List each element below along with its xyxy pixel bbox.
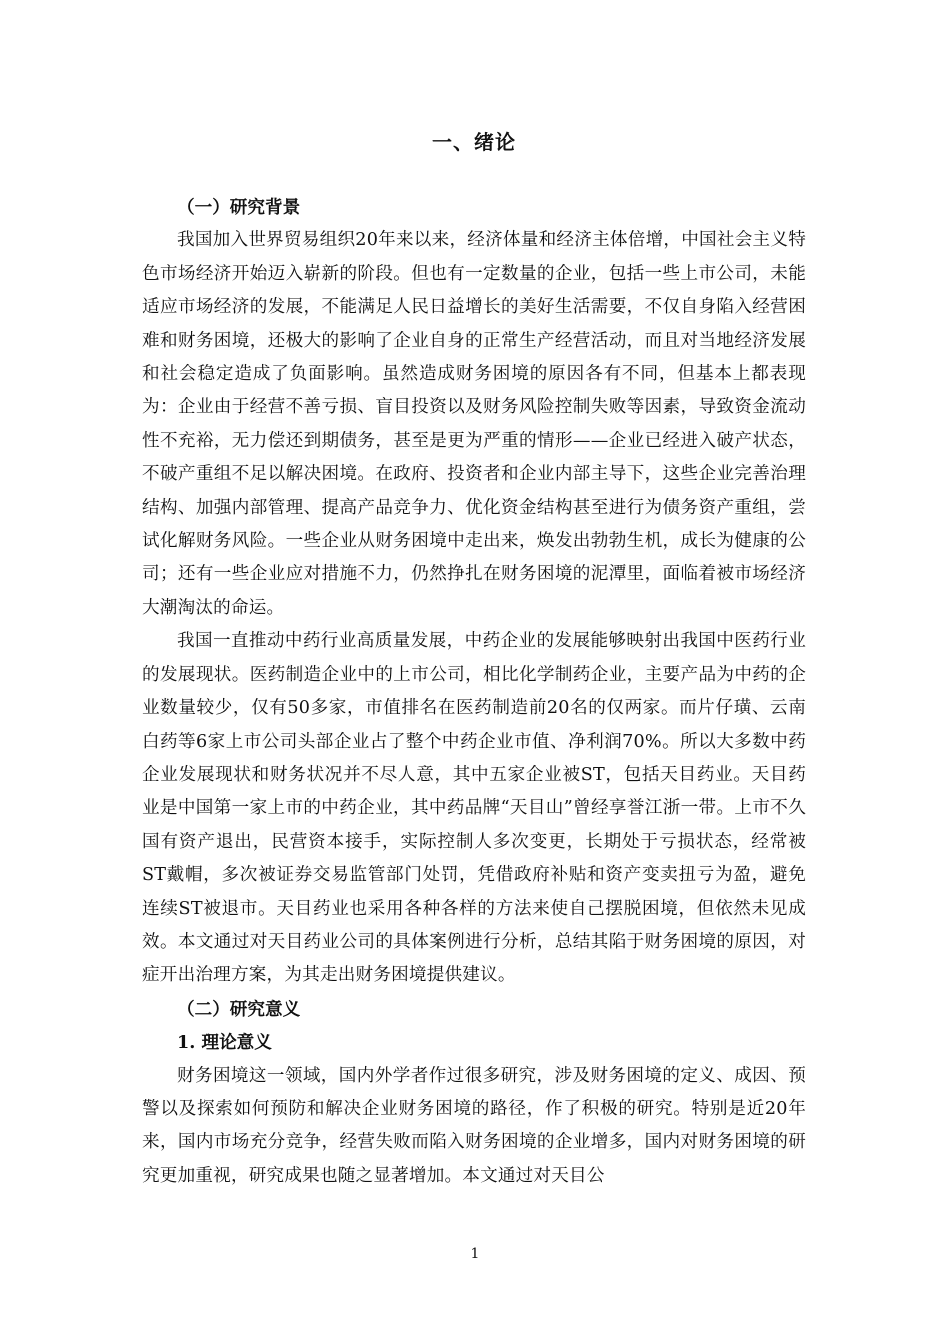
body-paragraph: 我国一直推动中药行业高质量发展，中药企业的发展能够映射出我国中医药行业的发展现状。医药制造企业中的上市公司，相比化学制药企业，主要产品为中药的企业数量较少，仅有50多家，市值排名在医药制造前20名的仅两家。而片仔璜、云南白药等6家上市公司头部企业占了整个中药企业市值、净利润70%。所以大多数中药企业发展现状和财务状况并不尽人意，其中五家企业被ST，包括天目药业。天目药业是中国第一家上市的中药企业，其中药品牌“天目山”曾经享誉江浙一带。上市不久国有资产退出，民营资本接手，实际控制人多次变更，长期处于亏损状态，经常被ST戴帽，多次被证券交易监管部门处罚，凭借政府补贴和资产变卖扭亏为盈，避免连续ST被退市。天目药业也采用各种各样的方法来使自己摆脱困境，但依然未见成效。本文通过对天目药业公司的具体案例进行分析，总结其陷于财务困境的原因，对症开出治理方案，为其走出财务困境提供建议。 [142, 631, 806, 986]
chapter-title: 一、绪论 [432, 130, 516, 154]
page-number: 1 [470, 1246, 480, 1262]
document-body [142, 191, 806, 1193]
body-paragraph: 我国加入世界贸易组织20年来以来，经济体量和经济主体倍增，中国社会主义特色市场经济开始迈入崭新的阶段。但也有一定数量的企业，包括一些上市公司，未能适应市场经济的发展，不能满足人民日益增长的美好生活需要，不仅自身陷入经营困难和财务困境，还极大的影响了企业自身的正常生产经营活动，而且对当地经济发展和社会稳定造成了负面影响。虽然造成财务困境的原因各有不同，但基本上都表现为：企业由于经营不善亏损、盲目投资以及财务风险控制失败等因素，导致资金流动性不充裕，无力偿还到期债务，甚至是更为严重的情形——企业已经进入破产状态，不破产重组不足以解决困境。在政府、投资者和企业内部主导下，这些企业完善治理结构、加强内部管理、提高产品竞争力、优化资金结构甚至进行为债务资产重组，尝试化解财务风险。一些企业从财务困境中走出来，焕发出勃勃生机，成长为健康的公司；还有一些企业应对措施不力，仍然挣扎在财务困境的泥潭里，面临着被市场经济大潮淘汰的命运。 [142, 230, 806, 618]
section-heading-research-background: （一）研究背景 [177, 197, 301, 218]
body-paragraph: 财务困境这一领域，国内外学者作过很多研究，涉及财务困境的定义、成因、预警以及探索如何预防和解决企业财务困境的路径，作了积极的研究。特别是近20年来，国内市场充分竞争，经营失败而陷入财务困境的企业增多，国内对财务困境的研究更加重视，研究成果也随之显著增加。本文通过对天目公 [142, 1065, 806, 1186]
section-heading-research-significance: （二）研究意义 [177, 998, 301, 1020]
subsection-heading-theoretical-significance: 1. 理论意义 [177, 1032, 272, 1054]
